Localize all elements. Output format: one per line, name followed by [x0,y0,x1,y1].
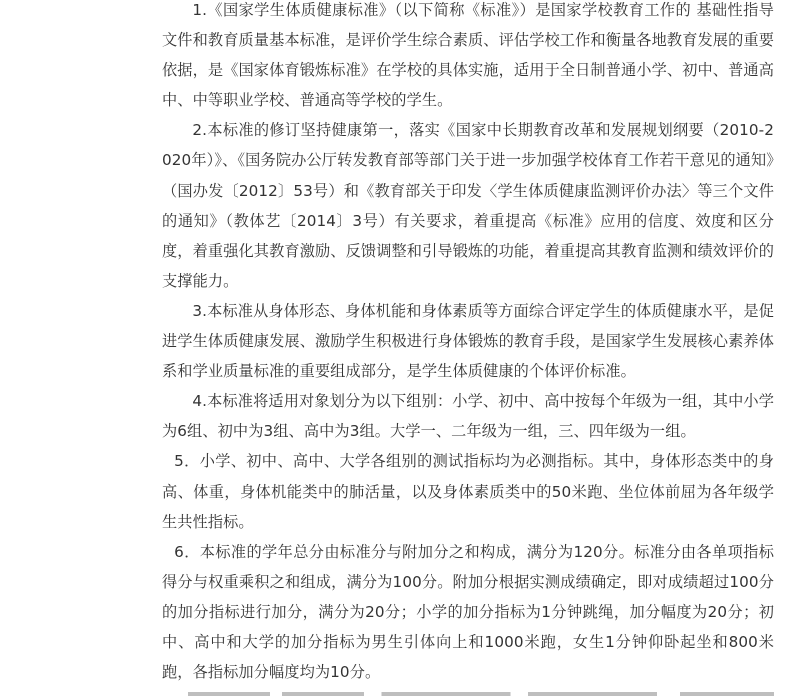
paragraph-6: 6．本标准的学年总分由标准分与附加分之和构成，满分为120分。标准分由各单项指标得分与权重乘积之和组成，满分为100分。附加分根据实测成绩确定，即对成绩超过100分的加分指标进行加分，满分为20分；小学的加分指标为1分钟跳绳，加分幅度为20分；初中、高中和大学的加分指标为男生引体向上和1000米跑，女生1分钟仰卧起坐和800米跑，各指标加分幅度均为10分。 [162,542,774,682]
document-body [162,0,774,687]
paragraph-3: 3.本标准从身体形态、身体机能和身体素质等方面综合评定学生的体质健康水平，是促进学生体质健康发展、激励学生积极进行身体锻炼的教育手段，是国家学生发展核心素养体系和学业质量标准的重要组成部分，是学生体质健康的个体评价标准。 [162,301,774,381]
cut-off-next-line [188,684,774,696]
paragraph-1: 1.《国家学生体质健康标准》（以下简称《标准》）是国家学校教育工作的 基础性指导文件和教育质量基本标准，是评价学生综合素质、评估学校工作和衡量各地教育发展的重要依据，是《国家体育锻炼标准》在学校的具体实施，适用于全日制普通小学、初中、普通高中、中等职业学校、普通高等学校的学生。 [162,1,774,110]
paragraph-5: 5．小学、初中、高中、大学各组别的测试指标均为必测指标。其中，身体形态类中的身高、体重，身体机能类中的肺活量，以及身体素质类中的50米跑、坐位体前屈为各年级学生共性指标。 [162,452,774,531]
paragraph-4: 4.本标准将适用对象划分为以下组别：小学、初中、高中按每个年级为一组，其中小学为6组、初中为3组、高中为3组。大学一、二年级为一组，三、四年级为一组。 [162,392,774,441]
paragraph-2: 2.本标准的修订坚持健康第一，落实《国家中长期教育改革和发展规划纲要（2010-2020年）》、《国务院办公厅转发教育部等部门关于进一步加强学校体育工作若干意见的通知》（国办发〔2012〕53号）和《教育部关于印发〈学生体质健康监测评价办法〉等三个文件的通知》（教体艺〔2014〕3号）有关要求，着重提高《标准》应用的信度、效度和区分度，着重强化其教育激励、反馈调整和引导锻炼的功能，着重提高其教育监测和绩效评价的支撑能力。 [162,121,774,290]
